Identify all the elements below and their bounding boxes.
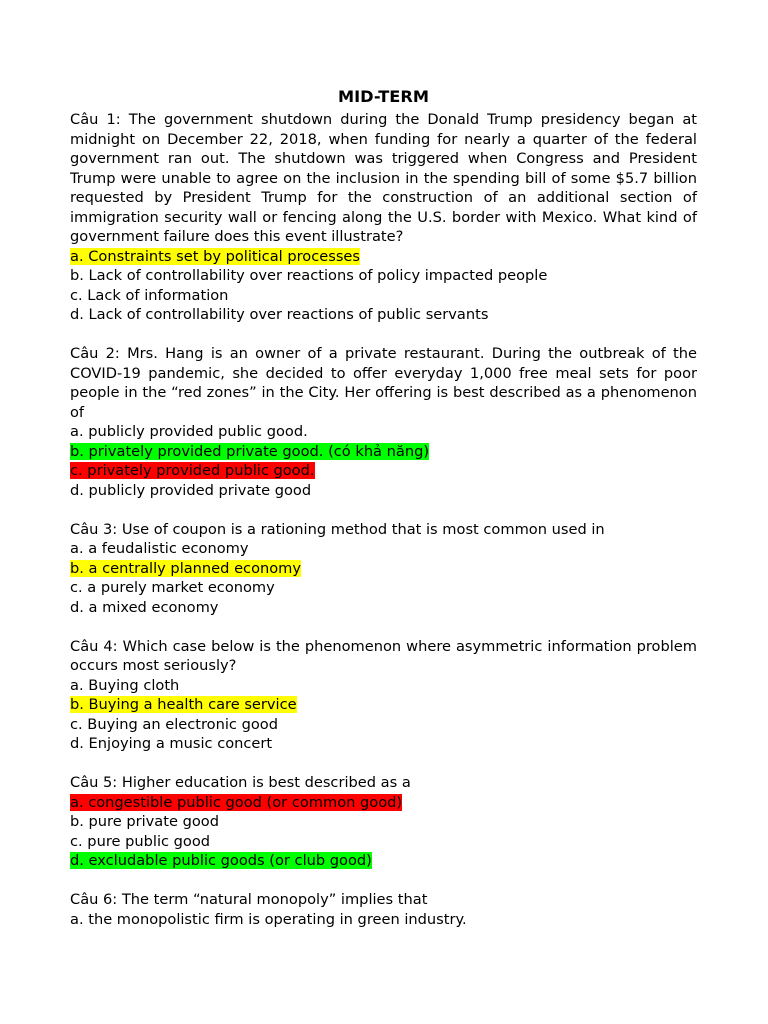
option-text: a. congestible public good (or common good)	[70, 793, 403, 811]
spacer	[70, 500, 697, 520]
option-b	[70, 266, 697, 286]
option-d	[70, 734, 697, 754]
option-text: c. Lack of information	[70, 286, 229, 304]
option-text: d. excludable public goods (or club good)	[70, 852, 372, 869]
question-5	[70, 773, 697, 871]
option-c	[70, 832, 697, 852]
question-text: Câu 6: The term “natural monopoly” implies that	[70, 891, 428, 908]
option-b	[70, 812, 697, 832]
spacer	[70, 617, 697, 637]
option-b	[70, 695, 697, 715]
option-text: d. publicly provided private good	[70, 481, 312, 499]
option-text: a. a feudalistic economy	[70, 540, 249, 557]
option-text: c. a purely market economy	[70, 579, 275, 596]
question-text: Câu 2: Mrs. Hang is an owner of a private restaurant. During the outbreak of the COVID-19 pandemic, she decided to offer everyday 1,000 free meal sets for poor people in the “red zones” in the City. Her offering is best described as a phenomenon of	[70, 345, 697, 421]
option-text: b. privately provided private good. (có khả năng)	[70, 442, 430, 460]
option-d	[70, 305, 697, 325]
spacer	[70, 325, 697, 345]
option-text: d. a mixed economy	[70, 598, 219, 616]
option-c	[70, 286, 697, 306]
option-d	[70, 851, 697, 871]
question-6	[70, 890, 697, 929]
option-text: a. Constraints set by political processes	[70, 247, 361, 265]
question-1	[70, 110, 697, 325]
page-title: MID-TERM	[338, 87, 429, 106]
question-3	[70, 520, 697, 618]
option-a	[70, 247, 697, 267]
question-text: Câu 4: Which case below is the phenomenon where asymmetric information problem occurs most seriously?	[70, 637, 697, 674]
option-d	[70, 598, 697, 618]
option-c	[70, 715, 697, 735]
option-a	[70, 422, 697, 442]
question-text: Câu 3: Use of coupon is a rationing method that is most common used in	[70, 520, 605, 538]
option-d	[70, 481, 697, 501]
option-a	[70, 539, 697, 559]
option-text: b. Lack of controllability over reactions of policy impacted people	[70, 267, 548, 284]
option-text: c. privately provided public good.	[70, 462, 315, 479]
question-2	[70, 344, 697, 500]
option-text: b. a centrally planned economy	[70, 559, 302, 577]
spacer	[70, 871, 697, 891]
option-text: b. pure private good	[70, 813, 219, 830]
spacer	[70, 754, 697, 774]
option-b	[70, 442, 697, 462]
option-a	[70, 676, 697, 696]
option-text: a. publicly provided public good.	[70, 423, 308, 440]
question-text: Câu 5: Higher education is best described as a	[70, 774, 411, 791]
option-text: a. Buying cloth	[70, 676, 180, 694]
option-text: d. Lack of controllability over reactions of public servants	[70, 306, 489, 323]
document-page	[70, 86, 697, 929]
option-c	[70, 461, 697, 481]
option-text: c. pure public good	[70, 832, 211, 850]
question-4	[70, 637, 697, 754]
option-text: b. Buying a health care service	[70, 696, 297, 713]
option-text: a. the monopolistic firm is operating in green industry.	[70, 910, 467, 928]
option-c	[70, 578, 697, 598]
question-text: Câu 1: The government shutdown during the Donald Trump presidency began at midnight on December 22, 2018, when funding for nearly a quarter of the federal government ran out. The shutdown was triggered when Congress and President Trump were unable to agree on the inclusion in the spending bill of some $5.7 billion requested by President Trump for the construction of an additional section of immigration security wall or fencing along the U.S. border with Mexico. What kind of government failure does this event illustrate?	[70, 111, 697, 245]
option-a	[70, 910, 697, 930]
option-text: d. Enjoying a music concert	[70, 735, 273, 752]
option-text: c. Buying an electronic good	[70, 715, 278, 733]
option-b	[70, 559, 697, 579]
option-a	[70, 793, 697, 813]
